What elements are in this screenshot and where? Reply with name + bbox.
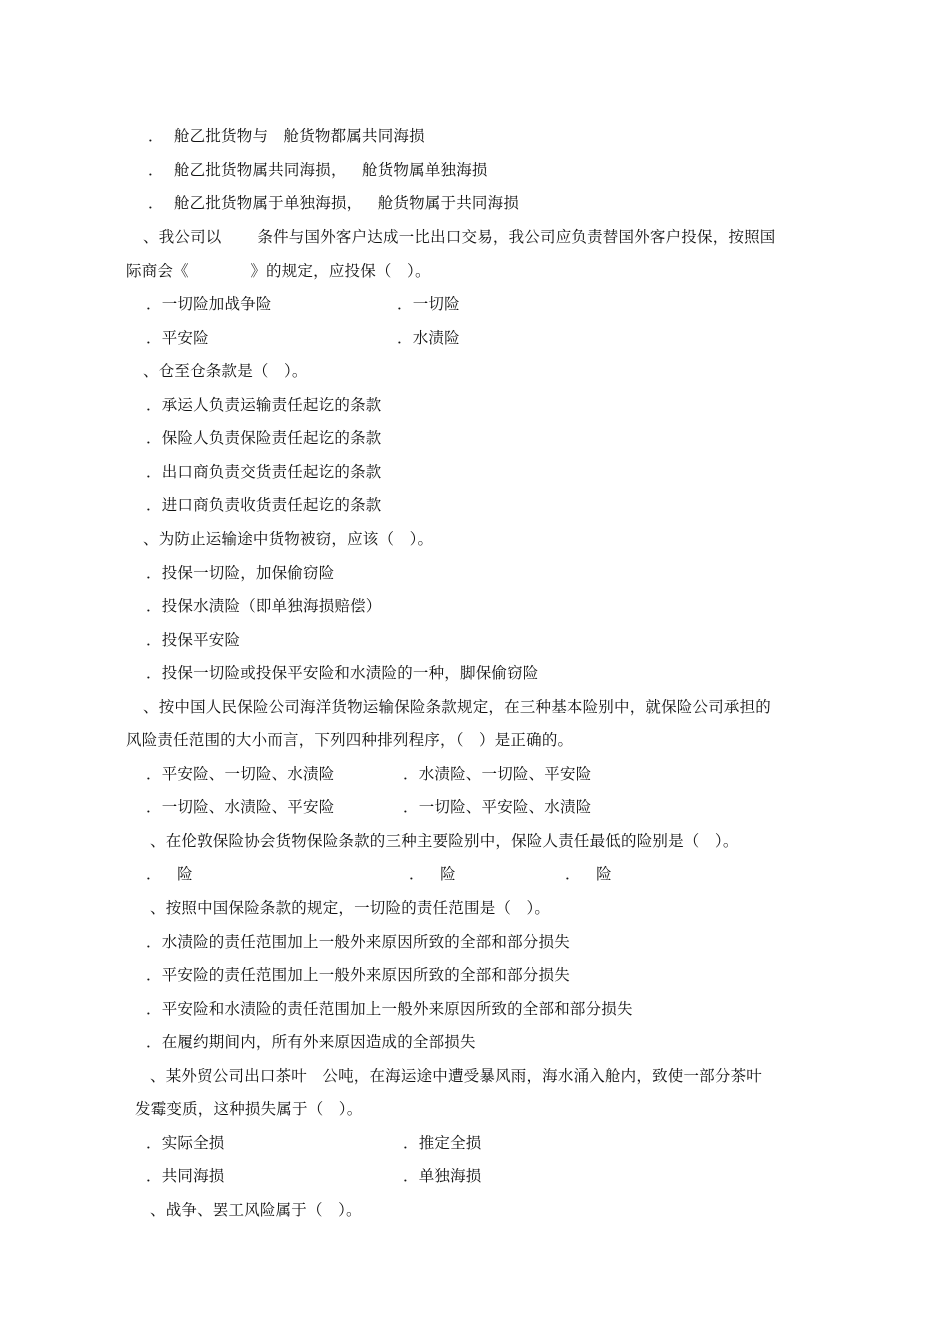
question-line: 、我公司以 条件与国外客户达成一比出口交易，我公司应负责替国外客户投保，按照国 xyxy=(143,228,776,246)
option-line: ．水渍险的责任范围加上一般外来原因所致的全部和部分损失 xyxy=(146,933,570,951)
option-line: ．投保水渍险（即单独海损赔偿） xyxy=(146,597,382,615)
option-line: ．平安险、一切险、水渍险 xyxy=(146,765,335,783)
option-line: ．共同海损 xyxy=(146,1167,225,1185)
option-line: ．一切险加战争险 xyxy=(146,295,272,313)
option-line: ．一切险 xyxy=(397,295,460,313)
question-line: 、按照中国保险条款的规定，一切险的责任范围是（ ）。 xyxy=(150,899,551,917)
option-line: ．平安险 xyxy=(146,329,209,347)
option-line: ．出口商负责交货责任起讫的条款 xyxy=(146,463,382,481)
option-line: ．水渍险 xyxy=(397,329,460,347)
option-line: ．进口商负责收货责任起讫的条款 xyxy=(146,496,382,514)
option-line: ． 舱乙批货物属于单独海损， 舱货物属于共同海损 xyxy=(148,194,520,212)
option-line: ．投保一切险或投保平安险和水渍险的一种，脚保偷窃险 xyxy=(146,664,539,682)
option-line: ． 舱乙批货物属共同海损， 舱货物属单独海损 xyxy=(148,161,488,179)
question-line: 风险责任范围的大小而言，下列四种排列程序，（ ）是正确的。 xyxy=(126,731,574,749)
option-line: ．一切险、水渍险、平安险 xyxy=(146,798,335,816)
option-line: ．平安险的责任范围加上一般外来原因所致的全部和部分损失 xyxy=(146,966,570,984)
question-line: 、战争、罢工风险属于（ ）。 xyxy=(150,1201,362,1219)
option-line: ．承运人负责运输责任起讫的条款 xyxy=(146,396,382,414)
question-line: 、按中国人民保险公司海洋货物运输保险条款规定，在三种基本险别中，就保险公司承担的 xyxy=(143,698,772,716)
question-line: 、某外贸公司出口茶叶 公吨，在海运途中遭受暴风雨，海水涌入舱内，致使一部分茶叶 xyxy=(150,1067,762,1085)
option-line: ． 险 xyxy=(409,865,456,883)
option-line: ．单独海损 xyxy=(403,1167,482,1185)
option-line: ．平安险和水渍险的责任范围加上一般外来原因所致的全部和部分损失 xyxy=(146,1000,633,1018)
option-line: ．实际全损 xyxy=(146,1134,225,1152)
option-line: ． 险 xyxy=(146,865,193,883)
question-line: 发霉变质，这种损失属于（ ）。 xyxy=(135,1100,363,1118)
option-line: ．投保一切险，加保偷窃险 xyxy=(146,564,335,582)
option-line: ．水渍险、一切险、平安险 xyxy=(403,765,592,783)
question-line: 、仓至仓条款是（ ）。 xyxy=(143,362,308,380)
option-line: ．一切险、平安险、水渍险 xyxy=(403,798,592,816)
question-line: 、为防止运输途中货物被窃，应该（ ）。 xyxy=(143,530,434,548)
option-line: ．在履约期间内，所有外来原因造成的全部损失 xyxy=(146,1033,476,1051)
option-line: ．保险人负责保险责任起讫的条款 xyxy=(146,429,382,447)
option-line: ． 舱乙批货物与 舱货物都属共同海损 xyxy=(148,127,425,145)
question-line: 、在伦敦保险协会货物保险条款的三种主要险别中，保险人责任最低的险别是（ ）。 xyxy=(150,832,739,850)
option-line: ．投保平安险 xyxy=(146,631,241,649)
option-line: ．推定全损 xyxy=(403,1134,482,1152)
question-line: 际商会《 》的规定，应投保（ ）。 xyxy=(126,262,431,280)
option-line: ． 险 xyxy=(565,865,612,883)
